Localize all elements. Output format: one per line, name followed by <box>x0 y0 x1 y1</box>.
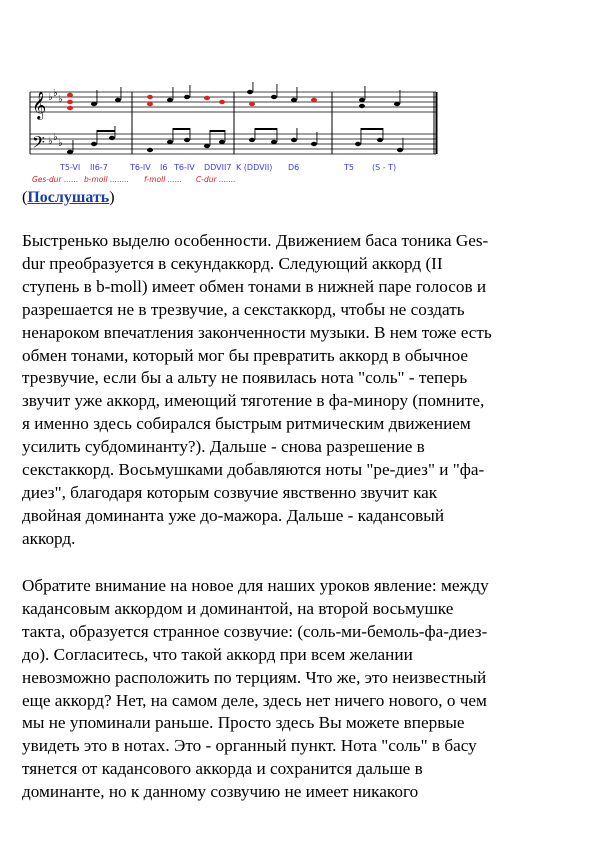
listen-link[interactable]: Послушать <box>27 189 110 206</box>
key-label: f-moll ...... <box>144 175 182 184</box>
svg-text:♭: ♭ <box>48 92 53 103</box>
harmony-label: T5 <box>344 163 354 172</box>
svg-text:♭: ♭ <box>53 132 58 143</box>
listen-link-line <box>22 188 115 208</box>
key-labels <box>32 175 236 184</box>
harmony-label: T6-IV <box>174 163 195 172</box>
bass-clef: 𝄢 <box>32 132 45 156</box>
svg-text:♭: ♭ <box>48 136 53 147</box>
bass-staff <box>30 134 436 154</box>
harmony-labels <box>59 163 396 172</box>
key-label: b-moll ........ <box>84 175 129 184</box>
key-label: C-dur ....... <box>196 175 236 184</box>
harmony-label: D6 <box>288 163 300 172</box>
paragraph: Обратите внимание на новое для наших уроков явление: между кадансовым аккордом и доминантой, на второй восьмушке такта, образуется странное созвучие: (соль-ми-бемоль-фа-диез- до). Согласитесь, что такой аккорд при всем желании невозможно расположить по терциям. Что же, это неизвестный еще аккорд? Нет, на самом деле, здесь нет ничего нового, о чем мы не упоминали раньше. Просто здесь Вы можете впервые увидеть это в нотах. Это - органный пункт. Нота "соль" в басу тянется от кадансового аккорда и сохранится дальше в доминанте, но к данному созвучию не имеет никакого <box>22 576 489 802</box>
open-paren: ( <box>22 189 28 206</box>
treble-clef: 𝄞 <box>32 91 47 119</box>
barlines <box>30 92 437 154</box>
harmony-label: K (DDVII) <box>236 163 273 172</box>
music-score <box>22 78 442 188</box>
harmony-label: T5-VI <box>60 163 81 172</box>
treble-staff <box>30 92 436 112</box>
svg-text:♭: ♭ <box>58 138 63 149</box>
note <box>91 90 97 106</box>
close-paren: ) <box>109 189 115 206</box>
svg-text:♭: ♭ <box>53 88 58 99</box>
note <box>115 87 121 102</box>
harmony-label: II6-7 <box>90 163 108 172</box>
note <box>167 85 190 102</box>
svg-text:♭: ♭ <box>58 94 63 105</box>
paragraph: Быстренько выделю особенности. Движением баса тоника Ges- dur преобразуется в секундаккорд. Следующий аккорд (II ступень в b-moll) имеет обмен тонами в нижней паре голосов и разрешается не в трезвучие, а секстаккорд, чтобы не создать ненароком впечатления законченности музыки. В нем тоже есть обмен тонами, который мог бы превратить аккорд в обычное трезвучие, если бы а альту не появилась нота "соль" - теперь звучит уже аккорд, имеющий тяготение в фа-минору (помните, я именно здесь собирался быстрым ритмическим движением усилить субдоминанту?). Дальше - снова разрешение в секстаккорд. Восьмушками добавляются ноты "ре-диез" и "фа- диез", благодаря которым созвучие явственно звучит как двойная доминанта уже до-мажора. Дальше - кадансовый аккорд. <box>22 231 492 548</box>
key-label: Ges-dur ...... <box>32 175 79 184</box>
harmony-label: (S - T) <box>372 163 397 172</box>
harmony-label: DDVII7 <box>204 163 232 172</box>
note-red <box>67 93 73 110</box>
harmony-label: I6 <box>160 163 168 172</box>
bass-notes <box>67 126 403 154</box>
note-red <box>147 95 153 106</box>
harmony-label: T6-IV <box>130 163 151 172</box>
key-signature <box>48 88 63 149</box>
